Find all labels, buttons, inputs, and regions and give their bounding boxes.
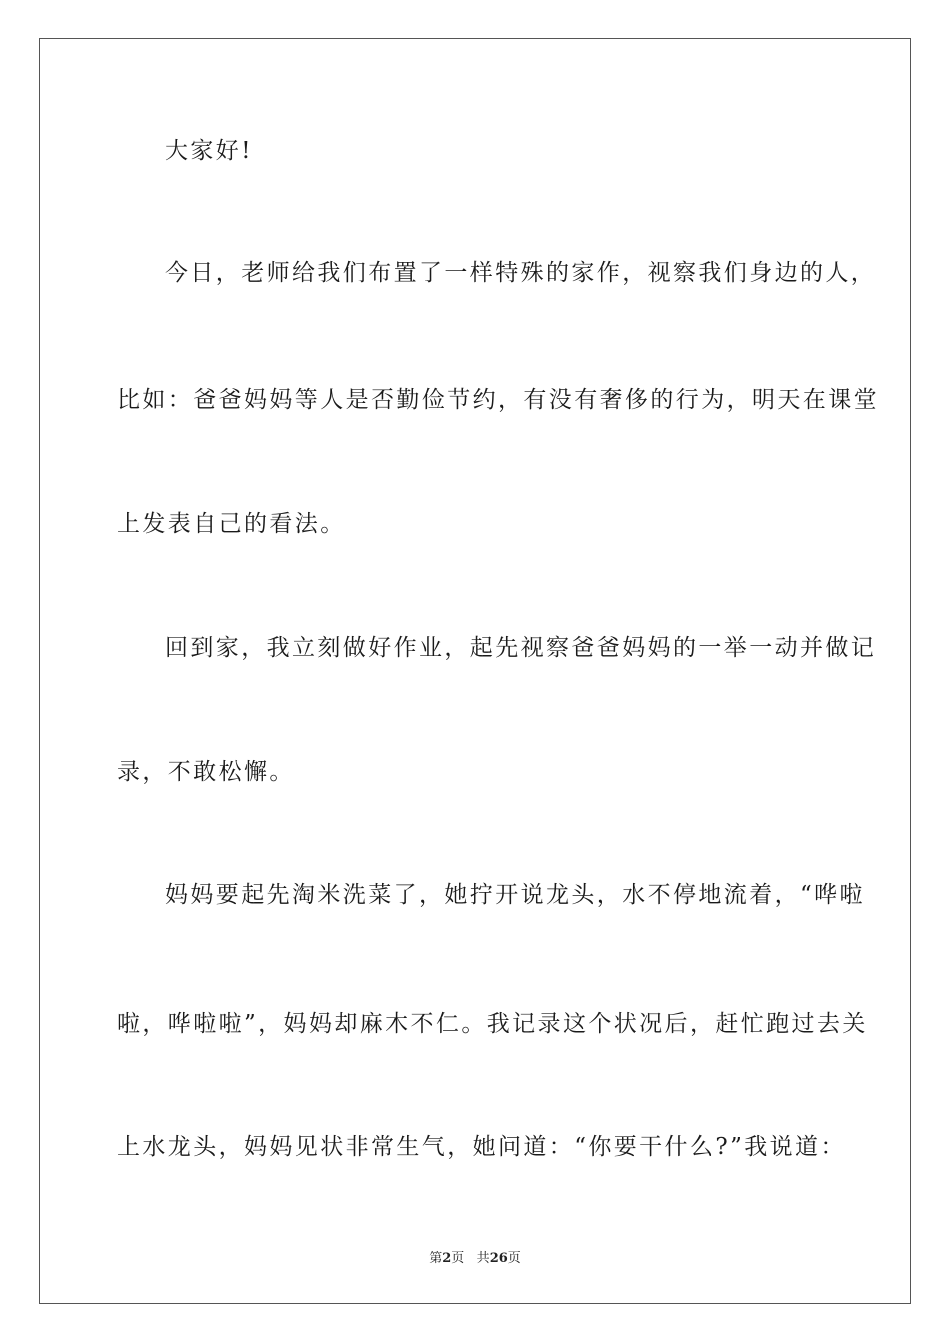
total-suffix: 页 [507,1251,521,1266]
page-number: 2 [442,1251,452,1266]
page-prefix: 第 [429,1251,443,1266]
paragraph-3-line-2: 啦，哗啦啦”，妈妈却麻木不仁。我记录这个状况后，赶忙跑过去关 [117,1011,868,1037]
greeting-line: 大家好! [165,138,253,164]
page-suffix: 页 [451,1251,465,1266]
total-prefix: 共 [476,1251,490,1266]
paragraph-3-line-3: 上水龙头，妈妈见状非常生气，她问道：“你要干什么?”我说道： [117,1134,846,1160]
page-frame [39,38,911,1304]
paragraph-2-line-2: 录，不敢松懈。 [117,759,295,785]
paragraph-2-line-1: 回到家，我立刻做好作业，起先视察爸爸妈妈的一举一动并做记 [165,635,877,661]
paragraph-1-line-3: 上发表自己的看法。 [117,511,346,537]
total-pages: 26 [489,1251,508,1266]
paragraph-1-line-1: 今日，老师给我们布置了一样特殊的家作，视察我们身边的人， [165,260,877,286]
paragraph-3-line-1: 妈妈要起先淘米洗菜了，她拧开说龙头，水不停地流着，“哗啦 [165,882,865,908]
page-footer [0,1247,950,1266]
paragraph-1-line-2: 比如：爸爸妈妈等人是否勤俭节约，有没有奢侈的行为，明天在课堂 [117,387,879,413]
